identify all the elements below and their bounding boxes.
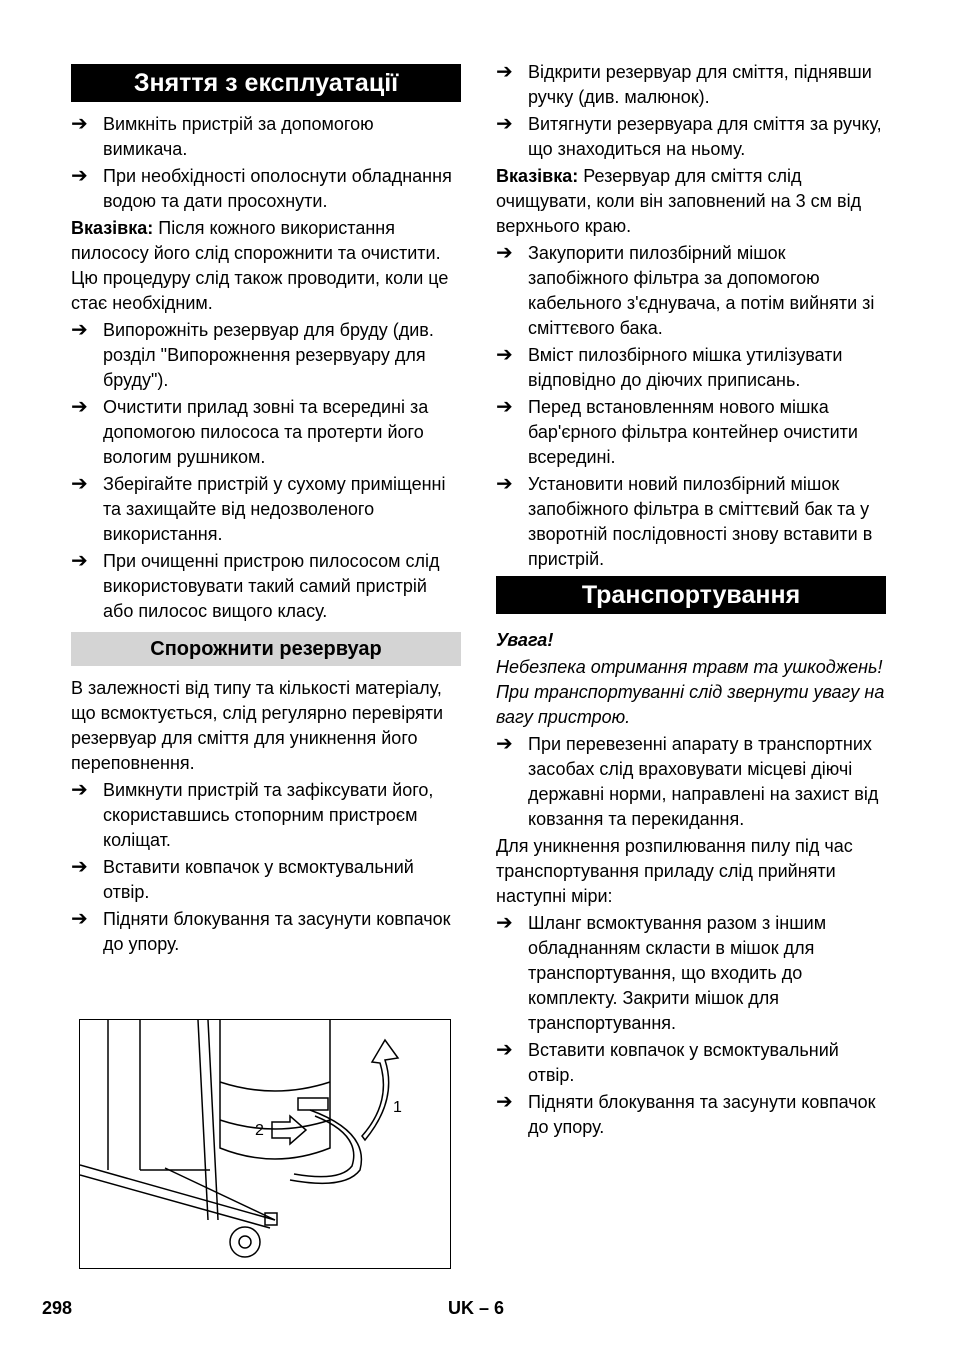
list-item: ➔ Вимкніть пристрій за допомогою вимикача. <box>71 113 374 159</box>
list-item: ➔ Підняти блокування та засунути ковпачок до упору. <box>496 1091 876 1137</box>
arrow-icon: ➔ <box>71 396 88 418</box>
list-item: ➔ При очищенні пристрою пилососом слід використовувати такий самий пристрій або пилосос вищого класу. <box>71 550 440 621</box>
arrow-icon: ➔ <box>496 344 513 366</box>
list-item: ➔ Шланг всмоктування разом з іншим обладнанням скласти в мішок для транспортування, що входить до комплекту. Закрити мішок для транспортування. <box>496 912 827 1033</box>
arrow-icon: ➔ <box>71 779 88 801</box>
arrow-icon: ➔ <box>496 61 513 83</box>
body-paragraph: Для уникнення розпилювання пилу під час транспортування приладу слід прийняти наступні міри: <box>496 836 853 906</box>
vacuum-illustration <box>79 1019 451 1269</box>
list-item: ➔ Очистити прилад зовні та всередині за допомогою пилососа та протерти його вологим рушником. <box>71 396 429 467</box>
note-label: Вказівка: <box>71 218 154 238</box>
arrow-icon: ➔ <box>71 319 88 341</box>
list-item: ➔ Відкрити резервуар для сміття, піднявши ручку (див. малюнок). <box>496 61 872 107</box>
note-label: Вказівка: <box>496 166 579 186</box>
section-heading-transport: Транспортування <box>496 576 886 614</box>
subheading-empty-container: Спорожнити резервуар <box>71 632 461 666</box>
list-item: ➔ При необхідності ополоснути обладнання водою та дати просохнути. <box>71 165 452 211</box>
right-column <box>496 60 886 1142</box>
note-paragraph: Вказівка: Після кожного використання пилососу його слід спорожнити та очистити. Цю процедуру слід також проводити, коли це стає необхідним. <box>71 218 449 313</box>
arrow-icon: ➔ <box>496 113 513 135</box>
figure-label-2: 2 <box>255 1122 264 1139</box>
list-item: ➔ Підняти блокування та засунути ковпачок до упору. <box>71 908 451 954</box>
list-item: ➔ Вставити ковпачок у всмоктувальний отвір. <box>496 1039 839 1085</box>
warning-title: Увага! <box>496 630 554 650</box>
arrow-icon: ➔ <box>496 1091 513 1113</box>
arrow-icon: ➔ <box>496 1039 513 1061</box>
figure-label-1: 1 <box>393 1099 402 1116</box>
body-paragraph: В залежності від типу та кількості матеріалу, що всмоктується, слід регулярно перевіряти резервуар для сміття для уникнення його переповнення. <box>71 678 444 773</box>
warning-text: Небезпека отримання травм та ушкоджень! При транспортуванні слід звернути увагу на вагу пристрою. <box>496 657 885 727</box>
arrow-icon: ➔ <box>496 473 513 495</box>
arrow-icon: ➔ <box>496 733 513 755</box>
list-item: ➔ Вміст пилозбірного мішка утилізувати відповідно до діючих приписань. <box>496 344 843 390</box>
arrow-icon: ➔ <box>71 113 88 135</box>
arrow-icon: ➔ <box>71 165 88 187</box>
arrow-icon: ➔ <box>71 856 88 878</box>
list-item: ➔ Перед встановленням нового мішка бар'єрного фільтра контейнер очистити всередині. <box>496 396 858 467</box>
list-item: ➔ Вставити ковпачок у всмоктувальний отвір. <box>71 856 414 902</box>
arrow-icon: ➔ <box>71 550 88 572</box>
list-item: ➔ Вимкнути пристрій та зафіксувати його, скориставшись стопорним пристроєм коліщат. <box>71 779 434 850</box>
arrow-icon: ➔ <box>496 912 513 934</box>
section-code: UK – 6 <box>448 1298 505 1318</box>
list-item: ➔ Зберігайте пристрій у сухому приміщенні та захищайте від недозволеного використання. <box>71 473 446 544</box>
arrow-icon: ➔ <box>496 396 513 418</box>
arrow-icon: ➔ <box>71 908 88 930</box>
section-heading-decommissioning: Зняття з експлуатації <box>71 64 461 102</box>
arrow-icon: ➔ <box>496 242 513 264</box>
list-item: ➔ При перевезенні апарату в транспортних засобах слід враховувати місцеві діючі державні норми, направлені на захист від ковзання та перекидання. <box>496 733 879 829</box>
left-column <box>71 60 461 959</box>
list-item: ➔ Витягнути резервуара для сміття за ручку, що знаходиться на ньому. <box>496 113 882 159</box>
list-item: ➔ Установити новий пилозбірний мішок запобіжного фільтра в сміттєвий бак та у зворотній послідовності знову вставити в пристрій. <box>496 473 873 569</box>
list-item: ➔ Закупорити пилозбірний мішок запобіжного фільтра за допомогою кабельного з'єднувача, а потім вийняти зі сміттєвого бака. <box>496 242 875 338</box>
page-number: 298 <box>42 1298 73 1318</box>
list-item: ➔ Випорожніть резервуар для бруду (див. розділ "Випорожнення резервуару для бруду"). <box>71 319 434 390</box>
vacuum-drawing <box>80 1020 450 1268</box>
arrow-icon: ➔ <box>71 473 88 495</box>
note-paragraph: Вказівка: Резервуар для сміття слід очищувати, коли він заповнений на 3 см від верхнього краю. <box>496 166 862 236</box>
